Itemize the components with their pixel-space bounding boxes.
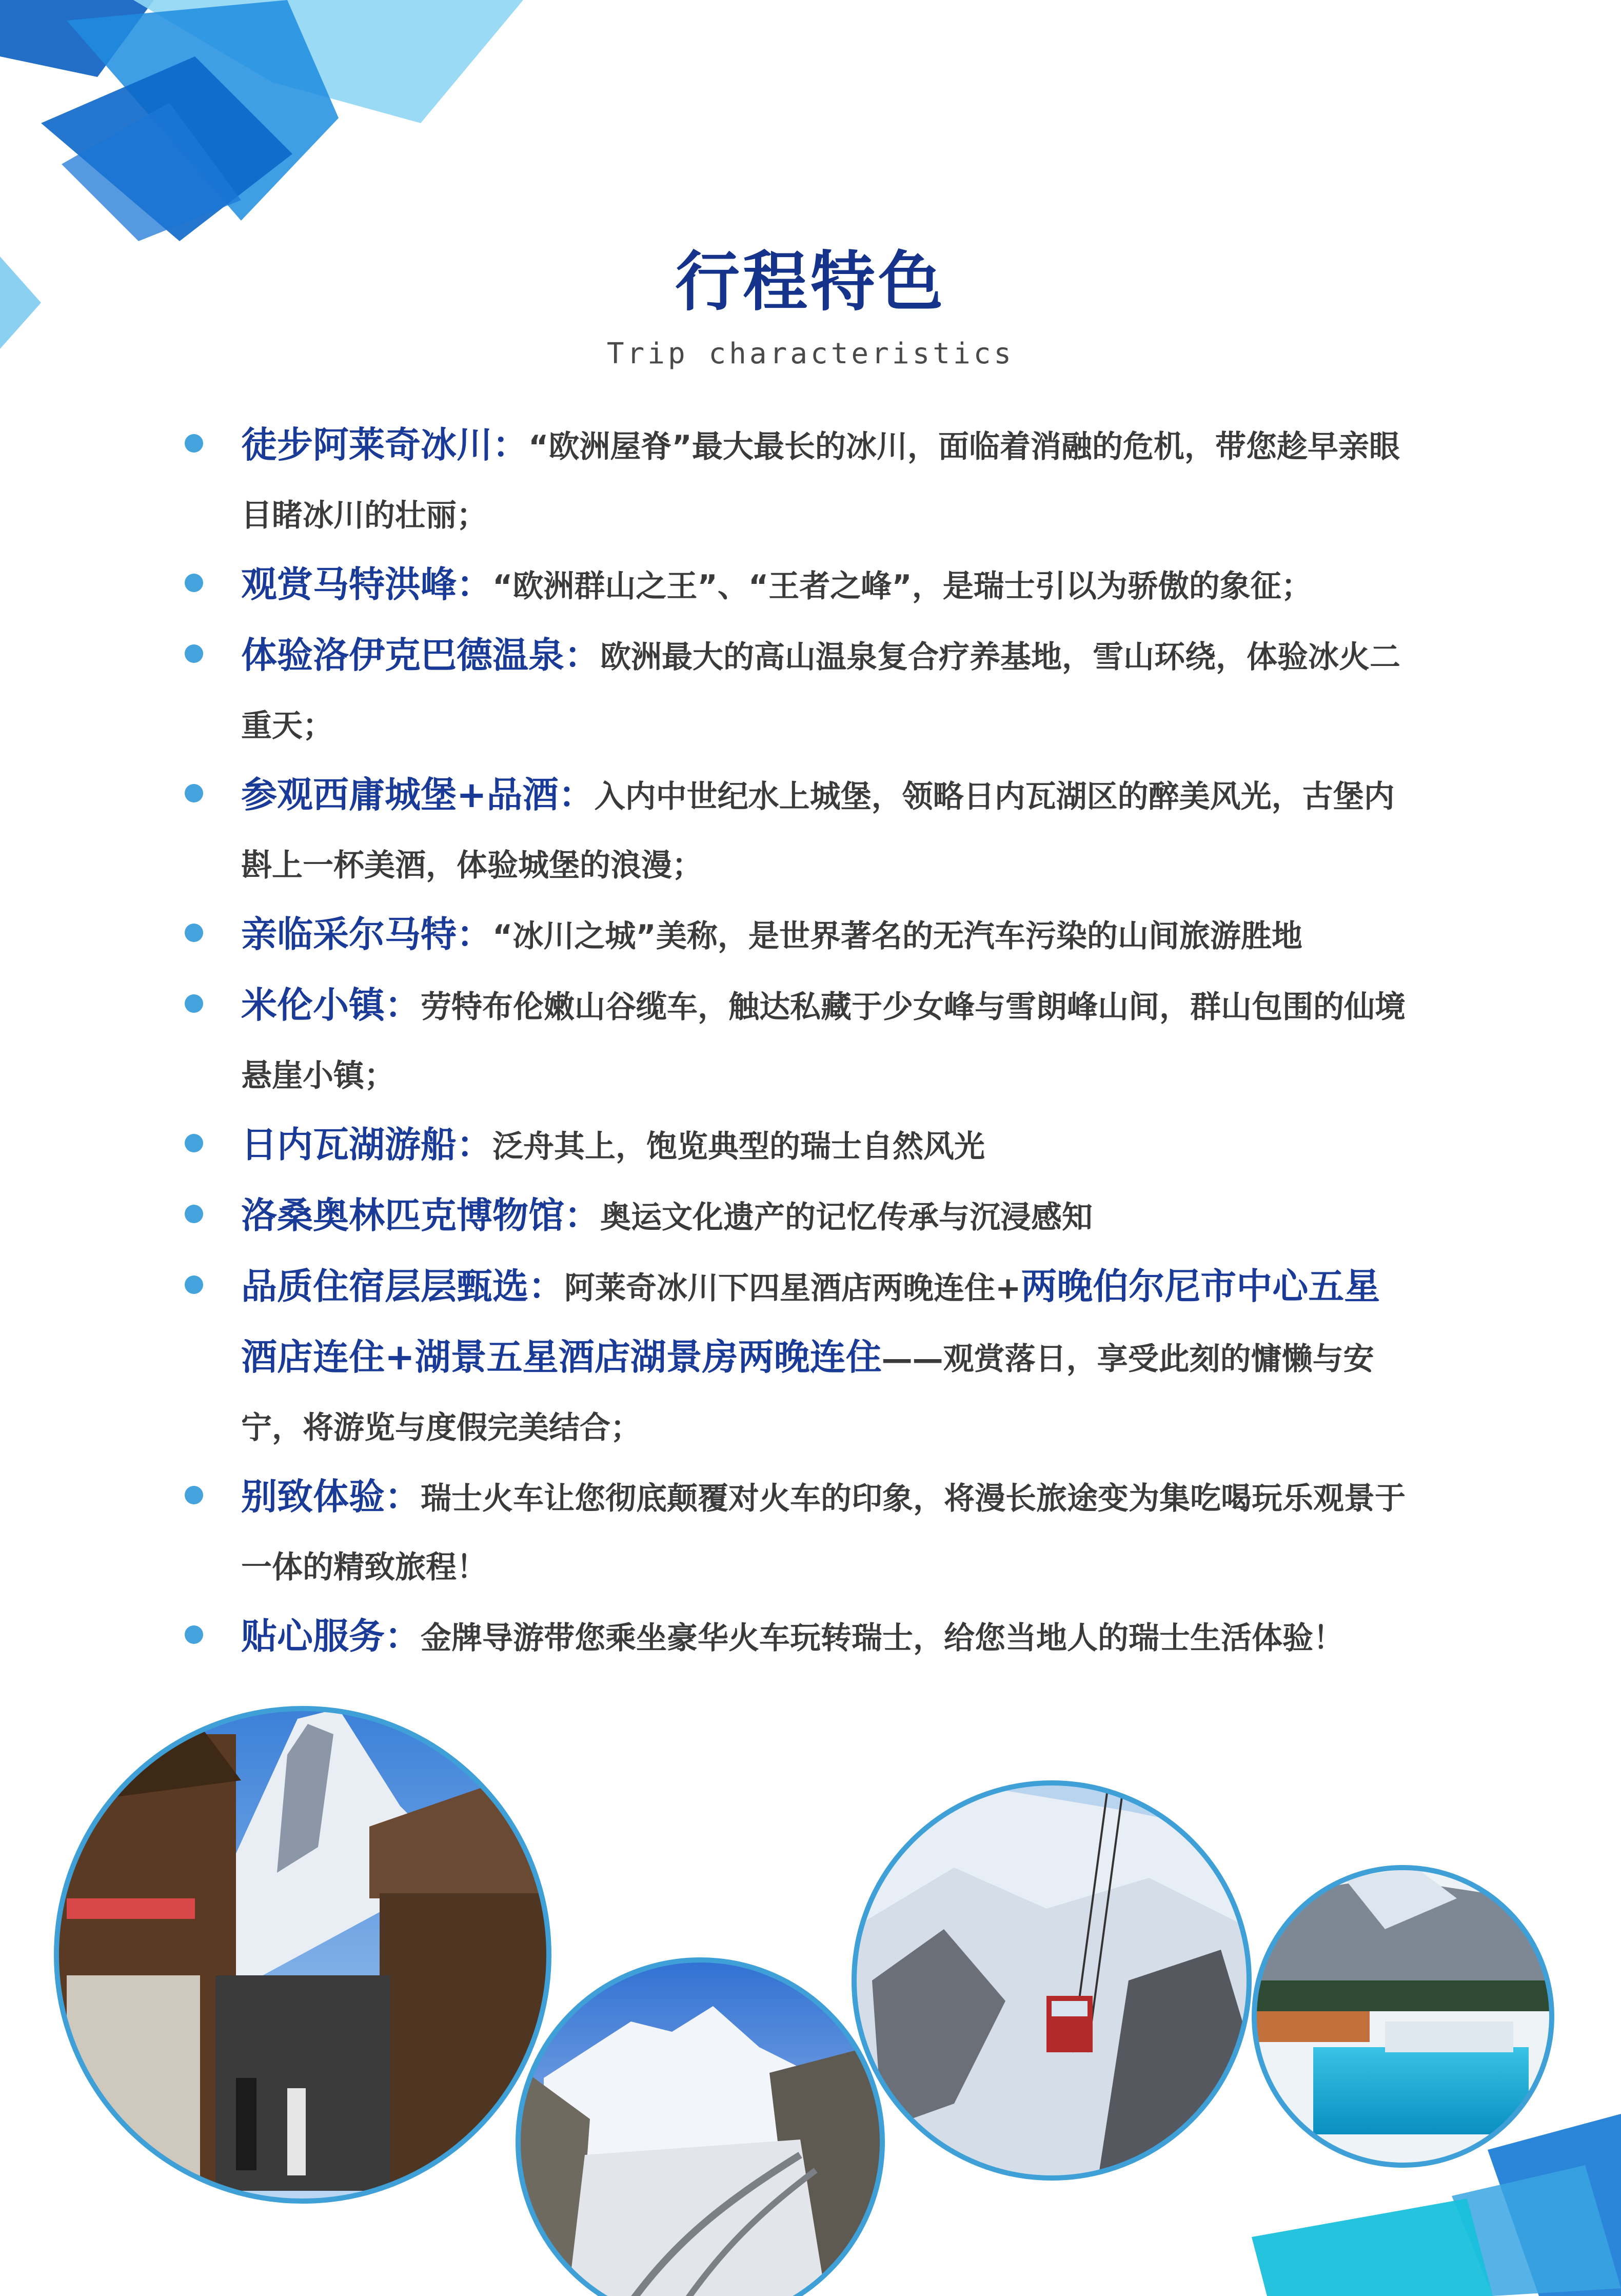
list-item <box>241 410 1406 550</box>
list-item <box>241 1252 1406 1462</box>
feature-text: “冰川之城”美称，是世界著名的无汽车污染的山间旅游胜地 <box>492 918 1302 954</box>
page-title: 行程特色 <box>675 244 946 320</box>
feature-text: “欧洲群山之王”、“王者之峰”，是瑞士引以为骄傲的象征； <box>492 568 1312 604</box>
feature-text: “欧洲屋脊”最大最长的冰川，面临着消融的危机，带您趁早亲眼目睹冰川的壮丽； <box>241 429 1400 534</box>
page-subtitle: Trip characteristics <box>606 337 1015 370</box>
bullet-icon <box>185 434 203 453</box>
list-item <box>241 550 1406 621</box>
bullet-icon <box>185 644 203 663</box>
bullet-icon <box>185 1486 203 1504</box>
feature-title: 品质住宿层层甄选： <box>241 1265 564 1307</box>
list-item <box>241 1602 1406 1673</box>
list-item <box>241 900 1406 971</box>
bottom-right-decoration <box>1252 2088 1621 2296</box>
feature-title: 亲临采尔马特： <box>241 913 492 955</box>
list-item <box>241 971 1406 1110</box>
bullet-icon <box>185 994 203 1013</box>
feature-title: 体验洛伊克巴德温泉： <box>241 634 600 676</box>
cable-car-photo <box>852 1780 1252 2181</box>
feature-title: 徒步阿莱奇冰川： <box>241 424 528 466</box>
feature-text: 奥运文化遗产的记忆传承与沉浸感知 <box>600 1200 1093 1235</box>
feature-text: ——观赏落日，享受此刻的慵懒与安宁，将游览与度假完美结合； <box>241 1341 1374 1446</box>
feature-text: 阿莱奇冰川下四星酒店两晚连住+ <box>564 1270 1021 1306</box>
bullet-icon <box>185 784 203 802</box>
list-item <box>241 1462 1406 1602</box>
bullet-icon <box>185 1625 203 1644</box>
feature-highlight: 两晚伯尔尼市中心五星酒店连住 <box>241 1265 1380 1378</box>
bullet-icon <box>185 1134 203 1152</box>
feature-title: 日内瓦湖游船： <box>241 1124 492 1166</box>
feature-title: 米伦小镇： <box>241 984 421 1026</box>
feature-title: 贴心服务： <box>241 1615 421 1657</box>
list-item <box>241 621 1406 760</box>
bullet-icon <box>185 574 203 592</box>
feature-text: 金牌导游带您乘坐豪华火车玩转瑞士，给您当地人的瑞士生活体验！ <box>421 1620 1344 1656</box>
feature-title: 观赏马特洪峰： <box>241 563 492 605</box>
list-item <box>241 1181 1406 1252</box>
feature-text: 泛舟其上，饱览典型的瑞士自然风光 <box>492 1129 985 1165</box>
feature-list <box>241 410 1406 1673</box>
bullet-icon <box>185 924 203 942</box>
feature-plus: + <box>385 1336 415 1378</box>
feature-text: 瑞士火车让您彻底颠覆对火车的印象，将漫长旅途变为集吃喝玩乐观景于一体的精致旅程！ <box>241 1481 1406 1585</box>
glacier-photo <box>513 1955 887 2296</box>
bullet-icon <box>185 1205 203 1223</box>
feature-title: 别致体验： <box>241 1476 421 1518</box>
feature-title: 洛桑奥林匹克博物馆： <box>241 1194 600 1237</box>
list-item <box>241 1110 1406 1181</box>
bullet-icon <box>185 1275 203 1294</box>
feature-title: 参观西庸城堡+品酒： <box>241 774 595 816</box>
feature-text: 劳特布伦嫩山谷缆车，触达私藏于少女峰与雪朗峰山间，群山包围的仙境悬崖小镇； <box>241 989 1406 1094</box>
feature-highlight: 湖景五星酒店湖景房两晚连住 <box>414 1336 882 1378</box>
list-item <box>241 760 1406 900</box>
village-photo <box>46 1703 559 2222</box>
feature-text: 欧洲最大的高山温泉复合疗养基地，雪山环绕，体验冰火二重天； <box>241 639 1400 744</box>
feature-text: 入内中世纪水上城堡，领略日内瓦湖区的醉美风光，古堡内斟上一杯美酒，体验城堡的浪漫； <box>241 779 1395 884</box>
